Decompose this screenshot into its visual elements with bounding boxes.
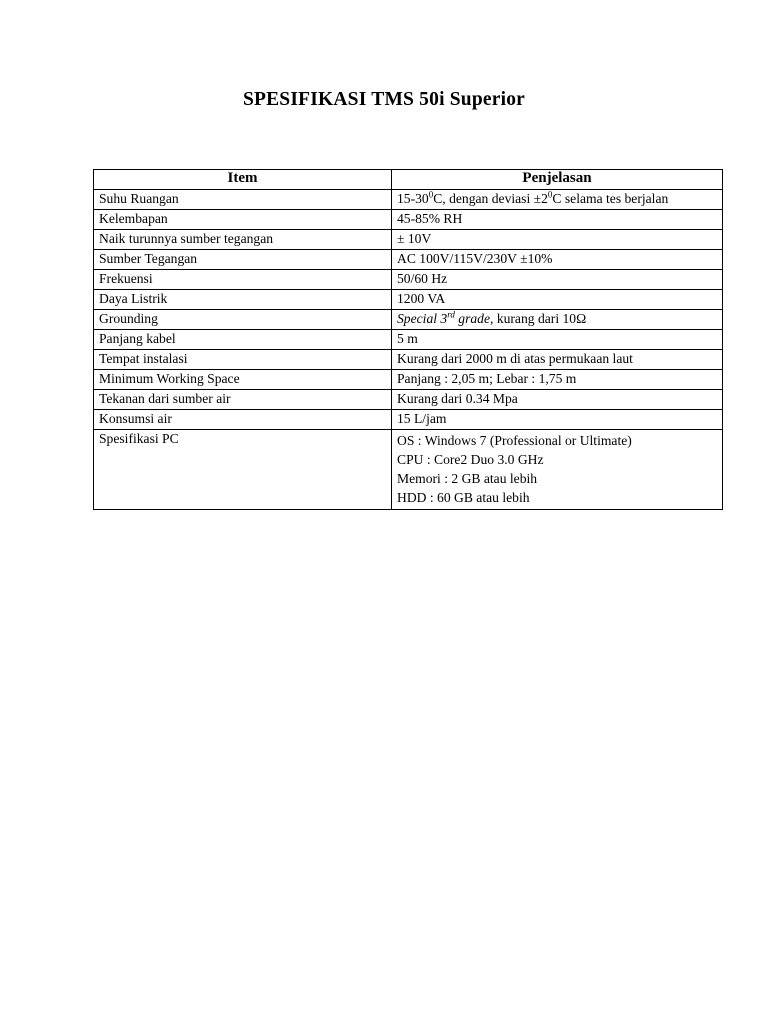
item-cell: Daya Listrik [94,290,392,310]
desc-cell: 50/60 Hz [392,270,723,290]
table-row [94,330,723,350]
pc-spec-line: OS : Windows 7 (Professional or Ultimate) [397,433,632,448]
item-cell: Kelembapan [94,210,392,230]
item-cell: Frekuensi [94,270,392,290]
item-cell: Tempat instalasi [94,350,392,370]
header-desc: Penjelasan [392,170,723,190]
desc-text: C selama tes berjalan [552,191,669,206]
desc-cell [392,190,723,210]
item-cell: Tekanan dari sumber air [94,390,392,410]
desc-cell: 15 L/jam [392,410,723,430]
item-cell: Grounding [94,310,392,330]
page-title: SPESIFIKASI TMS 50i Superior [242,89,526,110]
superscript: 0 [428,189,434,200]
item-cell: Spesifikasi PC [94,430,392,510]
table-row [94,390,723,410]
desc-cell: Kurang dari 0.34 Mpa [392,390,723,410]
italic-text: grade [454,311,491,326]
italic-sup: rd [447,309,455,320]
table-row [94,250,723,270]
table-row [94,370,723,390]
spec-table [93,169,723,510]
item-cell: Naik turunnya sumber tegangan [94,230,392,250]
table-row [94,230,723,250]
desc-cell: 45-85% RH [392,210,723,230]
table-row [94,190,723,210]
item-cell: Konsumsi air [94,410,392,430]
table-row [94,270,723,290]
desc-cell [392,310,723,330]
table-row [94,310,723,330]
table-header-row [94,170,723,190]
desc-cell: Kurang dari 2000 m di atas permukaan laut [392,350,723,370]
desc-cell: ± 10V [392,230,723,250]
superscript: 0 [547,189,553,200]
desc-cell: 1200 VA [392,290,723,310]
item-cell: Panjang kabel [94,330,392,350]
item-cell: Minimum Working Space [94,370,392,390]
table-row [94,430,723,510]
desc-text: 15-30 [397,191,429,206]
table-row [94,410,723,430]
superscript [447,310,455,320]
pc-spec-line: HDD : 60 GB atau lebih [397,490,530,505]
table-row [94,350,723,370]
italic-text: Special 3 [397,311,448,326]
table-row [94,210,723,230]
desc-text: C, dengan deviasi ±2 [433,191,548,206]
header-item: Item [94,170,392,190]
item-cell: Sumber Tegangan [94,250,392,270]
item-cell: Suhu Ruangan [94,190,392,210]
pc-spec-line: Memori : 2 GB atau lebih [397,471,538,486]
table-row [94,290,723,310]
desc-cell: 5 m [392,330,723,350]
desc-text: , kurang dari 10Ω [490,311,587,326]
desc-cell [392,430,723,510]
pc-spec-line: CPU : Core2 Duo 3.0 GHz [397,452,544,467]
desc-cell: AC 100V/115V/230V ±10% [392,250,723,270]
desc-cell: Panjang : 2,05 m; Lebar : 1,75 m [392,370,723,390]
